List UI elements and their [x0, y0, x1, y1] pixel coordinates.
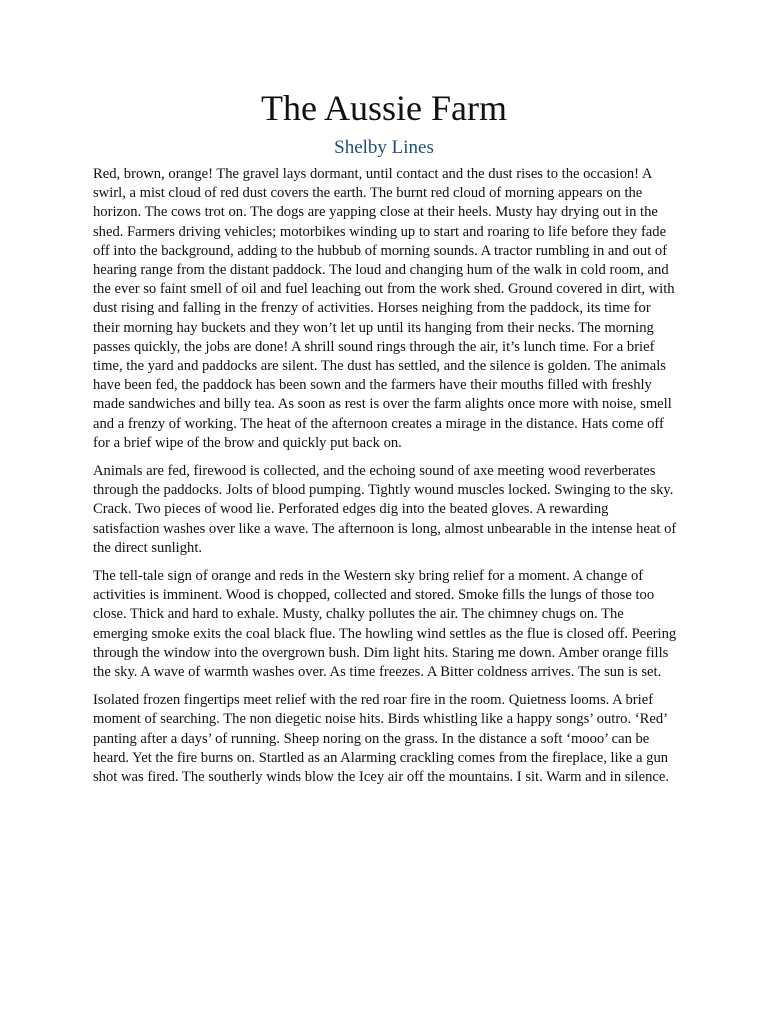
paragraph-2: Animals are fed, firewood is collected, and the echoing sound of axe meeting wood reverberates through the paddocks. Jolts of blood pumping. Tightly wound muscles locked. Swinging to the sky. Crack. Two pieces of wood lie. Perforated edges dig into the beated gloves. A rewarding satisfaction washes over like a wave. The afternoon is long, almost unbearable in the intense heat of the direct sunlight. — [93, 463, 677, 556]
document-author: Shelby Lines — [334, 137, 434, 158]
document-body — [93, 165, 677, 796]
paragraph-3: The tell-tale sign of orange and reds in the Western sky bring relief for a moment. A change of activities is imminent. Wood is chopped, collected and stored. Smoke fills the lungs of those too close. Thick and hard to exhale. Musty, chalky pollutes the air. The chimney chugs on. The emerging smoke exits the coal black flue. The howling wind settles as the flue is closed off. Peering through the window into the overgrown bush. Dim light hits. Staring me down. Amber orange fills the sky. A wave of warmth washes over. As time freezes. A Bitter coldness arrives. The sun is set. — [93, 568, 677, 681]
paragraph-4: Isolated frozen fingertips meet relief with the red roar fire in the room. Quietness looms. A brief moment of searching. The non diegetic noise hits. Birds whistling like a happy songs’ outro. ‘Red’ panting after a days’ of running. Sheep noring on the grass. In the distance a soft ‘mooo’ can be heard. Yet the fire burns on. Startled as an Alarming crackling comes from the fireplace, like a gun shot was fired. The southerly winds blow the Icey air off the mountains. I sit. Warm and in silence. — [93, 692, 669, 786]
document-title: The Aussie Farm — [261, 88, 507, 128]
paragraph-1: Red, brown, orange! The gravel lays dormant, until contact and the dust rises to the occasion! A swirl, a mist cloud of red dust covers the earth. The burnt red cloud of morning appears on the horizon. The cows trot on. The dogs are yapping close at their heels. Musty hay drying out in the shed. Farmers driving vehicles; motorbikes winding up to start and roaring to life before they fade off into the background, adding to the hubbub of morning sounds. A tractor rumbling in and out of hearing range from the distant paddock. The loud and changing hum of the walk in cold room, and the ever so faint smell of oil and fuel leaching out from the work shed. Ground covered in dirt, with dust rising and falling in the frenzy of activities. Horses neighing from the paddock, its time for their morning hay buckets and they won’t let up until its hanging from their necks. The morning passes quickly, the jobs are done! A shrill sound rings through the air, it’s lunch time. For a brief time, the yard and paddocks are silent. The dust has settled, and the silence is golden. The animals have been fed, the paddock has been sown and the farmers have their mouths filled with freshly made sandwiches and billy tea. As soon as rest is over the farm alights once more with noise, smell and a frenzy of working. The heat of the afternoon creates a mirage in the distance. Hats come off for a brief wipe of the brow and quickly put back on. — [93, 166, 675, 451]
